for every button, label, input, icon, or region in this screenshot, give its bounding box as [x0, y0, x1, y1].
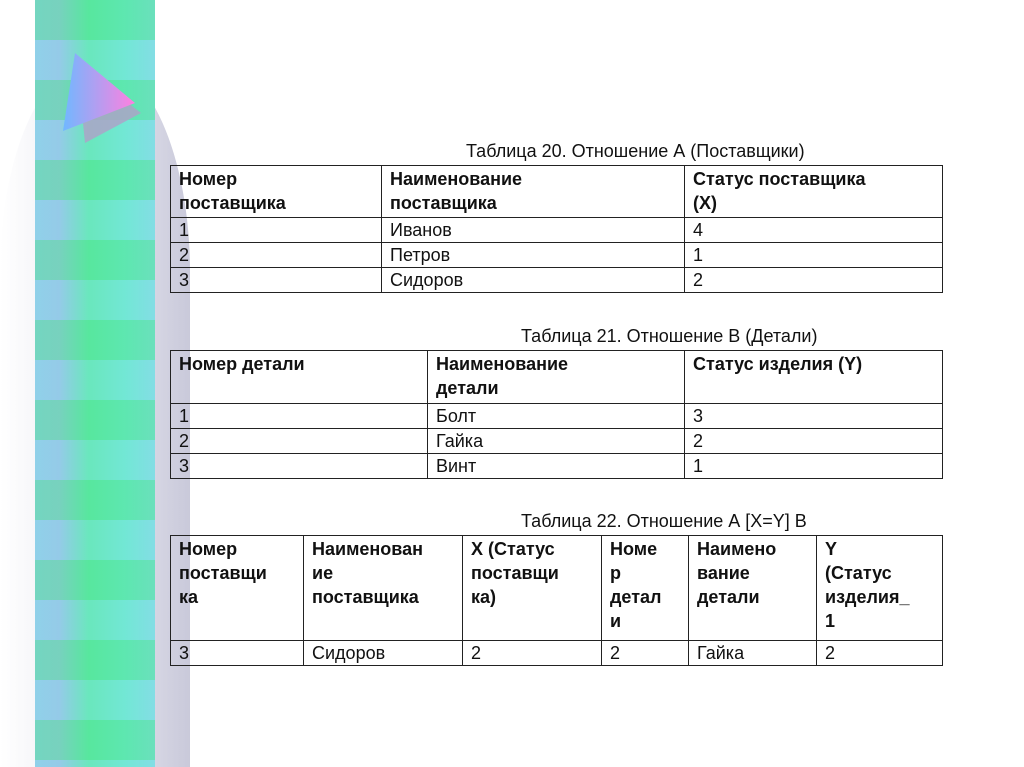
cell: 2: [171, 429, 428, 454]
header-cell: Наименование поставщика: [382, 166, 685, 218]
cell: 2: [171, 243, 382, 268]
header-cell: Наименован ие поставщика: [304, 536, 463, 641]
triangle-icon: [55, 45, 145, 145]
table-row: [171, 268, 943, 293]
table21-caption: Таблица 21. Отношение В (Детали): [521, 326, 818, 346]
header-cell: Наименование детали: [428, 351, 685, 404]
table-row: [171, 218, 943, 243]
cell: Винт: [428, 454, 685, 479]
cell: 2: [685, 268, 943, 293]
header-cell: Статус поставщика (X): [685, 166, 943, 218]
table-row: [171, 404, 943, 429]
suppliers-table: [170, 165, 943, 293]
join-table: [170, 535, 943, 666]
header-cell: Номер поставщика: [171, 166, 382, 218]
table-row: [171, 641, 943, 666]
parts-table: [170, 350, 943, 479]
header-cell: Номе р детал и: [602, 536, 689, 641]
cell: 2: [817, 641, 943, 666]
table-row: [171, 243, 943, 268]
header-cell: Номер поставщи ка: [171, 536, 304, 641]
table-header-row: [171, 166, 943, 218]
header-cell: Y (Статус изделия_ 1: [817, 536, 943, 641]
cell: Болт: [428, 404, 685, 429]
cell: 4: [685, 218, 943, 243]
header-cell: Наимено вание детали: [689, 536, 817, 641]
cell: 1: [685, 243, 943, 268]
cell: 3: [171, 268, 382, 293]
cell: Сидоров: [304, 641, 463, 666]
cell: Сидоров: [382, 268, 685, 293]
table-row: [171, 454, 943, 479]
cell: 2: [602, 641, 689, 666]
table22-caption: Таблица 22. Отношение А [X=Y] В: [521, 511, 807, 531]
cell: 3: [171, 641, 304, 666]
cell: Петров: [382, 243, 685, 268]
cell: Иванов: [382, 218, 685, 243]
table-header-row: [171, 536, 943, 641]
cell: Гайка: [428, 429, 685, 454]
cell: 1: [685, 454, 943, 479]
header-cell: Статус изделия (Y): [685, 351, 943, 404]
cell: 2: [685, 429, 943, 454]
table20-caption: Таблица 20. Отношение А (Поставщики): [466, 141, 805, 161]
cell: 1: [171, 404, 428, 429]
table-header-row: [171, 351, 943, 404]
table-row: [171, 429, 943, 454]
cell: 3: [685, 404, 943, 429]
cell: 1: [171, 218, 382, 243]
header-cell: X (Статус поставщи ка): [463, 536, 602, 641]
cell: Гайка: [689, 641, 817, 666]
header-cell: Номер детали: [171, 351, 428, 404]
cell: 2: [463, 641, 602, 666]
cell: 3: [171, 454, 428, 479]
